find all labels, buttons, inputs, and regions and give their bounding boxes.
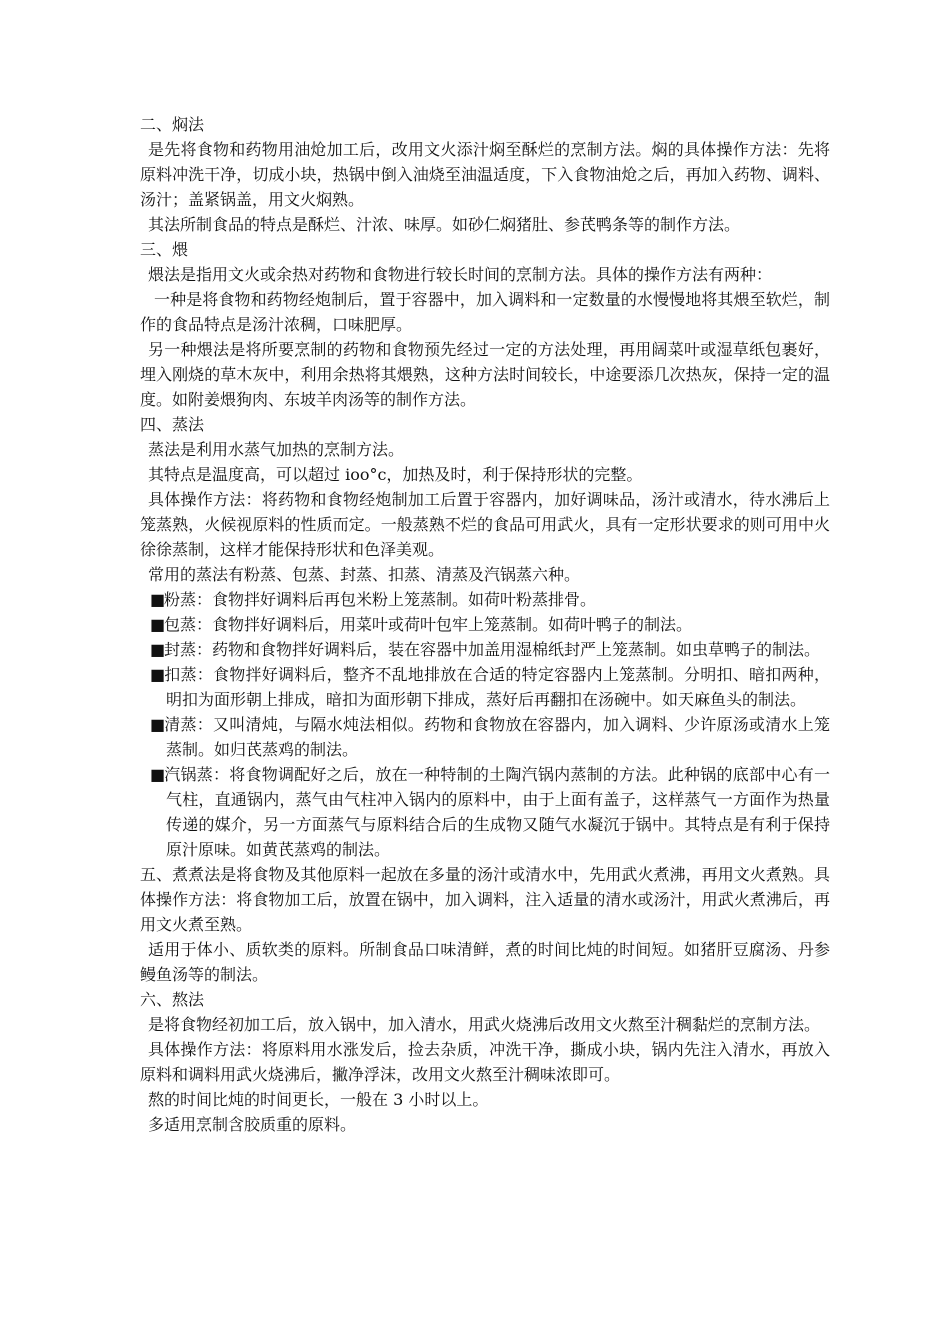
list-item: [140, 712, 830, 762]
paragraph: 其法所制食品的特点是酥烂、汁浓、味厚。如砂仁焖猪肚、参芪鸭条等的制作方法。: [148, 215, 741, 234]
paragraph: 常用的蒸法有粉蒸、包蒸、封蒸、扣蒸、清蒸及汽锅蒸六种。: [148, 565, 581, 584]
bullet-icon: ■: [150, 665, 166, 684]
paragraph: 是先将食物和药物用油炝加工后，改用文火添汁焖至酥烂的烹制方法。焖的具体操作方法：先将原料冲洗干净，切成小块，热锅中倒入油烧至油温适度，下入食物油炝之后，再加入药物、调料、汤汁；盖紧锅盖，用文火焖熟。: [140, 140, 830, 209]
list-item: [140, 587, 830, 612]
paragraph: 其特点是温度高，可以超过 ioo°c，加热及时，利于保持形状的完整。: [148, 465, 643, 484]
paragraph: 熬的时间比炖的时间更长，一般在 3 小时以上。: [148, 1090, 489, 1109]
paragraph: 适用于体小、质软类的原料。所制食品口味清鲜，煮的时间比炖的时间短。如猪肝豆腐汤、丹参鳗鱼汤等的制法。: [140, 940, 830, 984]
paragraph: 煨法是指用文火或余热对药物和食物进行较长时间的烹制方法。具体的操作方法有两种：: [148, 265, 773, 284]
paragraph: 具体操作方法：将药物和食物经炮制加工后置于容器内，加好调味品，汤汁或清水，待水沸后上笼蒸熟，火候视原料的性质而定。一般蒸熟不烂的食品可用武火，具有一定形状要求的则可用中火徐徐蒸制，这样才能保持形状和色泽美观。: [140, 490, 830, 559]
bullet-icon: ■: [150, 640, 166, 659]
paragraph: 具体操作方法：将原料用水涨发后，捡去杂质，冲洗干净，撕成小块，锅内先注入清水，再放入原料和调料用武火烧沸后，撇净浮沫，改用文火熬至汁稠味浓即可。: [140, 1040, 830, 1084]
bullet-icon: ■: [150, 765, 166, 784]
bullet-icon: ■: [150, 715, 166, 734]
bullet-icon: ■: [150, 590, 166, 609]
section-heading-zheng: 四、蒸法: [140, 415, 205, 434]
list-item-text: 清蒸：又叫清炖，与隔水炖法相似。药物和食物放在容器内，加入调料、少许原汤或清水上笼蒸制。如归芪蒸鸡的制法。: [164, 715, 830, 759]
list-item-text: 扣蒸：食物拌好调料后，整齐不乱地排放在合适的特定容器内上笼蒸制。分明扣、暗扣两种，明扣为面形朝上排成，暗扣为面形朝下排成，蒸好后再翻扣在汤碗中。如天麻鱼头的制法。: [164, 665, 830, 709]
bullet-icon: ■: [150, 615, 166, 634]
paragraph: 五、煮煮法是将食物及其他原料一起放在多量的汤汁或清水中，先用武火煮沸，再用文火煮熟。具体操作方法：将食物加工后，放置在锅中，加入调料，注入适量的清水或汤汁，用武火煮沸后，再用文火煮至熟。: [140, 865, 830, 934]
document-page: [140, 112, 830, 1137]
list-item-text: 粉蒸：食物拌好调料后再包米粉上笼蒸制。如荷叶粉蒸排骨。: [164, 590, 597, 609]
list-item: [140, 612, 830, 637]
paragraph: 多适用烹制含胶质重的原料。: [148, 1115, 357, 1134]
paragraph: 蒸法是利用水蒸气加热的烹制方法。: [148, 440, 405, 459]
section-heading-wei: 三、煨: [140, 240, 189, 259]
paragraph: 是将食物经初加工后，放入锅中，加入清水，用武火烧沸后改用文火熬至汁稠黏烂的烹制方法。: [148, 1015, 821, 1034]
list-item: [140, 637, 830, 662]
section-heading-ao: 六、熬法: [140, 990, 205, 1009]
list-item: [140, 762, 830, 862]
list-item-text: 封蒸：药物和食物拌好调料后，装在容器中加盖用湿棉纸封严上笼蒸制。如虫草鸭子的制法。: [164, 640, 821, 659]
list-item: [140, 662, 830, 712]
list-item-text: 包蒸：食物拌好调料后，用菜叶或荷叶包牢上笼蒸制。如荷叶鸭子的制法。: [164, 615, 693, 634]
paragraph: 另一种煨法是将所要烹制的药物和食物预先经过一定的方法处理，再用阔菜叶或湿草纸包裹好，埋入刚烧的草木灰中，利用余热将其煨熟，这种方法时间较长，中途要添几次热灰，保持一定的温度。如附姜煨狗肉、东坡羊肉汤等的制作方法。: [140, 340, 830, 409]
list-item-text: 汽锅蒸：将食物调配好之后，放在一种特制的土陶汽锅内蒸制的方法。此种锅的底部中心有一气柱，直通锅内，蒸气由气柱冲入锅内的原料中，由于上面有盖子，这样蒸气一方面作为热量传递的媒介，另一方面蒸气与原料结合后的生成物又随气水凝沉于锅中。其特点是有利于保持原汁原味。如黄芪蒸鸡的制法。: [164, 765, 830, 859]
paragraph: 一种是将食物和药物经炮制后，置于容器中，加入调料和一定数量的水慢慢地将其煨至软烂，制作的食品特点是汤汁浓稠，口味肥厚。: [140, 290, 830, 334]
section-heading-men: 二、焖法: [140, 115, 205, 134]
